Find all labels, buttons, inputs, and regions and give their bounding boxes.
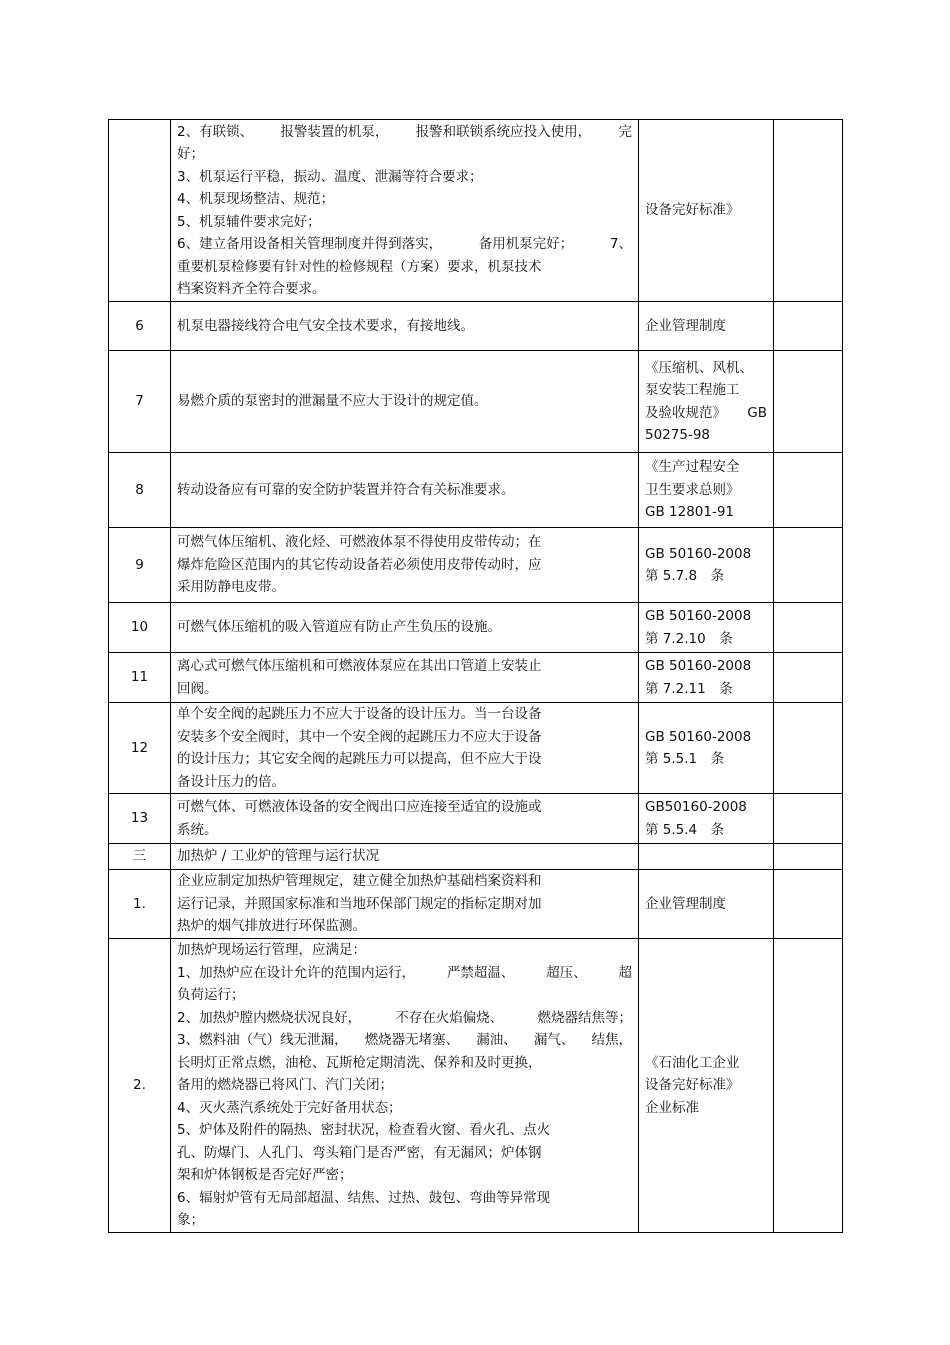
item-number: [109, 120, 171, 302]
text-line: 5、机泵辅件要求完好；: [177, 213, 321, 230]
text-line: 的设计压力；其它安全阀的起跳压力可以提高，但不应大于设: [177, 751, 542, 767]
result-cell: [774, 939, 843, 1233]
text-segment: 6、建立备用设备相关管理制度并得到落实，: [177, 236, 443, 252]
text-segment: 完: [618, 123, 632, 140]
reference-standard: [639, 302, 774, 351]
table-row: [109, 939, 843, 1233]
item-number: 6: [109, 302, 171, 351]
text-line: 架和炉体钢板是否完好严密；: [177, 1167, 353, 1183]
text-line: 运行记录，并照国家标准和当地环保部门规定的指标定期对加: [177, 895, 542, 912]
requirement-text: [171, 302, 639, 351]
text-line: 第 7.2.10 条: [645, 630, 733, 647]
text-line: 象；: [177, 1212, 204, 1228]
text-line: 档案资料齐全符合要求。: [177, 281, 326, 297]
text-line: 系统。: [177, 821, 218, 838]
table-row: [109, 794, 843, 844]
reference-standard: [639, 794, 774, 844]
table-row: [109, 703, 843, 794]
item-number: 2.: [109, 939, 171, 1233]
reference-standard: [639, 603, 774, 653]
table-row: [109, 653, 843, 703]
result-cell: [774, 794, 843, 844]
text-line: [177, 962, 632, 985]
text-line: 设备完好标准》: [645, 1077, 740, 1093]
text-segment: 漏气、: [533, 1032, 575, 1048]
table-row: [109, 844, 843, 870]
text-line: 长明灯正常点燃，油枪、瓦斯枪定期清洗、保养和及时更换，: [177, 1054, 542, 1071]
text-segment: 7、: [609, 236, 632, 252]
reference-standard: [639, 939, 774, 1233]
reference-standard: [639, 703, 774, 794]
text-line: [177, 233, 632, 256]
text-line: GB 50160-2008: [645, 545, 752, 562]
text-line: 4、机泵现场整洁、规范；: [177, 191, 335, 207]
item-number: 1.: [109, 870, 171, 939]
text-segment: 1、加热炉应在设计允许的范围内运行，: [177, 964, 416, 981]
table-row: [109, 302, 843, 351]
text-line: 易燃介质的泵密封的泄漏量不应大于设计的规定值。: [177, 393, 488, 410]
text-line: 备用的燃烧器已将风门、汽门关闭；: [177, 1077, 393, 1093]
text-line: 企业管理制度: [645, 895, 726, 912]
text-segment: 备用机泵完好；: [478, 236, 574, 252]
text-line: 安装多个安全阀时，其中一个安全阀的起跳压力不应大于设备: [177, 728, 542, 745]
text-segment: 2、有联锁、: [177, 123, 254, 140]
text-line: 泵安装工程施工: [645, 382, 740, 398]
table-row: [109, 528, 843, 603]
table-row: [109, 120, 843, 302]
text-line: 《压缩机、风机、: [645, 359, 753, 376]
text-segment: 严禁超温、: [446, 964, 515, 981]
result-cell: [774, 653, 843, 703]
text-line: 第 7.2.11 条: [645, 680, 733, 697]
requirement-text: [171, 603, 639, 653]
result-cell: [774, 703, 843, 794]
item-number: 8: [109, 453, 171, 528]
text-line: 《石油化工企业: [645, 1054, 740, 1071]
text-line: GB 50160-2008: [645, 728, 752, 745]
result-cell: [774, 302, 843, 351]
table-row: [109, 351, 843, 453]
reference-standard: [639, 528, 774, 603]
requirement-text: [171, 453, 639, 528]
reference-standard: [639, 351, 774, 453]
text-line: 可燃气体压缩机的吸入管道应有防止产生负压的设施。: [177, 619, 501, 636]
text-line: 4、灭火蒸汽系统处于完好备用状态；: [177, 1099, 402, 1116]
text-line: 加热炉 / 工业炉的管理与运行状况: [177, 848, 380, 865]
text-line: 企业标准: [645, 1099, 699, 1116]
text-line: 设备完好标准》: [645, 202, 740, 219]
item-number: 9: [109, 528, 171, 603]
result-cell: [774, 844, 843, 870]
reference-standard: [639, 453, 774, 528]
text-line: 企业管理制度: [645, 317, 726, 334]
item-number: 三: [109, 844, 171, 870]
reference-standard: [639, 870, 774, 939]
inspection-table: [108, 119, 843, 1233]
item-number: 12: [109, 703, 171, 794]
text-line: 备设计压力的倍。: [177, 773, 285, 790]
text-line: 离心式可燃气体压缩机和可燃液体泵应在其出口管道上安装止: [177, 658, 542, 674]
result-cell: [774, 351, 843, 453]
item-number: 10: [109, 603, 171, 653]
text-line: 负荷运行；: [177, 987, 245, 1003]
text-line: 重要机泵检修要有针对性的检修规程（方案）要求，机泵技术: [177, 258, 542, 275]
text-line: 转动设备应有可靠的安全防护装置并符合有关标准要求。: [177, 481, 515, 498]
text-segment: 2、加热炉膛内燃烧状况良好，: [177, 1009, 362, 1026]
text-line: GB 50160-2008: [645, 658, 752, 674]
reference-standard: [639, 653, 774, 703]
text-line: 孔、防爆门、人孔门、弯头箱门是否严密，有无漏风；炉体钢: [177, 1144, 542, 1161]
text-line: 可燃气体压缩机、液化烃、可燃液体泵不得使用皮带传动；在: [177, 534, 542, 551]
text-line: GB 12801-91: [645, 504, 735, 521]
text-segment: 燃烧器结焦等；: [537, 1009, 632, 1026]
inspection-table-body: [109, 120, 843, 1233]
text-line: 好；: [177, 146, 204, 162]
table-row: [109, 453, 843, 528]
requirement-text: [171, 844, 639, 870]
text-segment: GB: [747, 404, 767, 421]
text-segment: 超压、: [546, 964, 587, 981]
text-line: 3、机泵运行平稳，振动、温度、泄漏等符合要求；: [177, 168, 483, 185]
text-line: GB50160-2008: [645, 799, 747, 815]
text-line: [177, 1029, 632, 1052]
text-line: 热炉的烟气排放进行环保监测。: [177, 918, 366, 935]
requirement-text: [171, 653, 639, 703]
text-segment: 超: [618, 964, 632, 981]
text-line: [645, 402, 767, 425]
text-line: 机泵电器接线符合电气安全技术要求，有接地线。: [177, 317, 474, 334]
text-line: 爆炸危险区范围内的其它传动设备若必须使用皮带传动时，应: [177, 556, 542, 573]
text-line: 《生产过程安全: [645, 459, 740, 476]
text-line: GB 50160-2008: [645, 608, 752, 624]
text-line: 第 5.5.1 条: [645, 751, 725, 767]
requirement-text: [171, 794, 639, 844]
text-line: 第 5.7.8 条: [645, 568, 725, 584]
requirement-text: [171, 528, 639, 603]
result-cell: [774, 120, 843, 302]
text-segment: 及验收规范》: [645, 404, 726, 421]
text-line: 采用防静电皮带。: [177, 579, 285, 596]
item-number: 7: [109, 351, 171, 453]
table-row: [109, 870, 843, 939]
result-cell: [774, 453, 843, 528]
text-line: 6、辐射炉管有无局部超温、结焦、过热、鼓包、弯曲等异常现: [177, 1189, 551, 1206]
result-cell: [774, 870, 843, 939]
requirement-text: [171, 703, 639, 794]
text-segment: 3、燃料油（气）线无泄漏，: [177, 1032, 348, 1048]
requirement-text: [171, 939, 639, 1233]
text-line: 5、炉体及附件的隔热、密封状况，检查看火窗、看火孔、点火: [177, 1122, 551, 1138]
text-segment: 结焦，: [591, 1032, 632, 1048]
requirement-text: [171, 351, 639, 453]
text-segment: 报警装置的机泵，: [280, 123, 389, 140]
text-line: 加热炉现场运行管理，应满足：: [177, 942, 366, 958]
requirement-text: [171, 120, 639, 302]
text-line: 第 5.5.4 条: [645, 821, 725, 838]
text-line: [177, 121, 632, 144]
text-line: 回阀。: [177, 680, 218, 697]
text-line: 可燃气体、可燃液体设备的安全阀出口应连接至适宜的设施或: [177, 799, 542, 815]
text-line: 单个安全阀的起跳压力不应大于设备的设计压力。当一台设备: [177, 706, 542, 722]
item-number: 13: [109, 794, 171, 844]
text-line: 50275-98: [645, 427, 710, 443]
result-cell: [774, 528, 843, 603]
text-segment: 报警和联锁系统应投入使用，: [415, 123, 592, 140]
text-segment: 燃烧器无堵塞、: [364, 1032, 460, 1048]
text-line: 企业应制定加热炉管理规定，建立健全加热炉基础档案资料和: [177, 873, 542, 890]
text-line: [177, 1007, 632, 1030]
reference-standard: [639, 844, 774, 870]
table-row: [109, 603, 843, 653]
item-number: 11: [109, 653, 171, 703]
result-cell: [774, 603, 843, 653]
reference-standard: [639, 120, 774, 302]
text-line: 卫生要求总则》: [645, 481, 740, 498]
text-segment: 漏油、: [476, 1032, 517, 1048]
requirement-text: [171, 870, 639, 939]
text-segment: 不存在火焰偏烧、: [395, 1009, 504, 1026]
